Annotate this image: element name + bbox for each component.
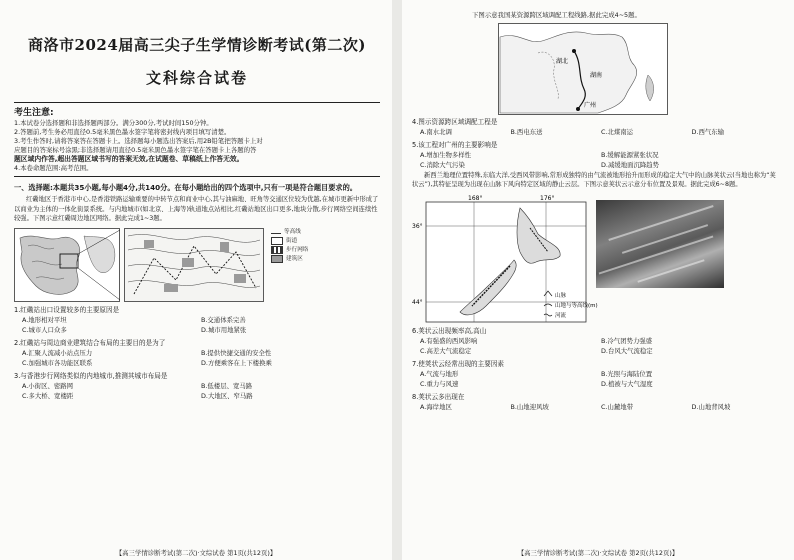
question-6 <box>412 326 782 357</box>
map-label: 湖北 <box>556 58 569 65</box>
question-3 <box>14 371 380 402</box>
option-c[interactable]: C.多大桥、宽楼距 <box>22 392 74 401</box>
option-b[interactable]: B.缓解能源紧张状况 <box>601 150 659 159</box>
question-stem: 4.图示资源跨区域调配工程是 <box>412 118 498 126</box>
coord-label: 44° <box>412 298 423 306</box>
walkway-swatch-icon <box>271 246 283 254</box>
options <box>412 369 782 390</box>
option-c[interactable]: C.加强城市各功能区联系 <box>22 359 93 368</box>
option-a[interactable]: A.小街区、密路网 <box>22 381 74 390</box>
question-stem: 5.该工程对广州的主要影响是 <box>412 140 498 149</box>
option-a[interactable]: A.海岸地区 <box>420 402 452 411</box>
option-c[interactable]: C.消除大气污染 <box>420 161 465 169</box>
right-page <box>402 0 794 560</box>
option-b[interactable]: B.冷气团势力强盛 <box>601 336 653 345</box>
contour-swatch-icon <box>271 233 281 234</box>
option-d[interactable]: D.城市用地紧张 <box>201 326 247 335</box>
page-footer: 【高三学情诊断考试(第二次)·文综试卷 第2页(共12页)】 <box>517 549 679 557</box>
page-footer: 【高三学情诊断考试(第二次)·文综试卷 第1页(共12页)】 <box>115 549 277 557</box>
question-stem: 3.与香港步行网络类似的内地城市,推测其城市布局是 <box>14 371 168 380</box>
map-caption: 下图示意我国某资源跨区域调配工程线路,据此完成4~5题。 <box>472 11 641 19</box>
coord-label: 36° <box>412 222 423 230</box>
notice-item: 题区域内作答,超出答题区域书写的答案无效,在试题卷、草稿纸上作答无效。 <box>14 155 244 163</box>
left-page <box>0 0 392 560</box>
option-a[interactable]: A.地形相对平坦 <box>22 315 67 324</box>
map-legend <box>271 228 308 264</box>
options <box>412 402 782 413</box>
question-2 <box>14 338 380 369</box>
question-stem: 7.使荚状云经常出现的主要因素 <box>412 359 505 368</box>
legend-label: 河流 <box>555 312 567 319</box>
option-d[interactable]: D.山地背风坡 <box>691 402 731 411</box>
exam-title: 商洛市2024届高三尖子生学情诊断考试(第二次) <box>28 36 366 54</box>
notice-item: 3.考生作答时,请将答案答在答题卡上。选择题每小题选出答案后,用2B铅笔把答题卡上对 <box>14 137 263 145</box>
notice-item: 1.本试卷分选择题和非选择题两部分。满分300分,考试时间150分钟。 <box>14 119 213 127</box>
option-d[interactable]: D.西气东输 <box>691 128 725 136</box>
options <box>14 315 380 336</box>
map-label: 广州 <box>584 102 597 109</box>
building-swatch-icon <box>271 255 283 263</box>
option-c[interactable]: C.山麓地带 <box>601 402 634 411</box>
cloud-photo <box>596 200 724 288</box>
notice-item: 2.答题前,考生务必用直径0.5毫米黑色墨水签字笔将密封线内项目填写清楚。 <box>14 128 231 136</box>
question-stem: 2.红磡站与周边商业建筑结合布局的主要目的是为了 <box>14 338 166 347</box>
option-b[interactable]: B.山地迎风坡 <box>510 402 549 411</box>
legend-label: 山脉 <box>555 292 567 299</box>
overview-map <box>14 228 120 302</box>
option-a[interactable]: A.汇聚人流减小站点压力 <box>22 348 93 357</box>
coord-label: 168° <box>468 194 483 202</box>
question-stem: 1.红磡站出口设置较多的主要原因是 <box>14 305 120 314</box>
page-gutter <box>392 0 402 560</box>
option-c[interactable]: C.城市人口众多 <box>22 326 67 335</box>
detail-map <box>124 228 264 302</box>
option-b[interactable]: B.提供快捷交通的安全性 <box>201 348 272 357</box>
option-c[interactable]: C.重力与风速 <box>420 380 459 389</box>
option-b[interactable]: B.交通体系完善 <box>201 315 246 324</box>
option-c[interactable]: C.高差大气流稳定 <box>420 347 472 356</box>
legend-item: 建筑区 <box>271 255 308 264</box>
options <box>412 127 782 138</box>
option-d[interactable]: D.植被与大气湿度 <box>601 380 653 389</box>
question-stem: 6.荚状云出现频率高,高山 <box>412 326 487 335</box>
options <box>14 348 380 369</box>
figure-row <box>14 228 380 302</box>
coord-label: 176° <box>540 194 555 202</box>
china-route-map <box>498 23 668 115</box>
passage: 新西兰地理位置特殊,东临大洋,受西风带影响,常形成独特的由气流被地形抬升而形成的稳定大气中的山脉荚状云(当地也称为“荚状云”),其特征呈现为出现在山脉下风向特定区域的静止云层。下图示意荚状云示意分布位置及景观。据此完成6~8题。 <box>412 171 776 189</box>
option-d[interactable]: D.大地区、窄马路 <box>201 392 253 401</box>
nz-figure <box>412 194 782 324</box>
street-swatch-icon <box>271 237 283 245</box>
option-d[interactable]: D.方便乘客在上下楼换乘 <box>201 359 272 368</box>
notice-item: 应题目的答案标号涂黑;非选择题请用直径0.5毫米黑色墨水签字笔在答题卡上各题的答 <box>14 146 257 154</box>
question-4 <box>412 117 782 138</box>
question-1 <box>14 305 380 336</box>
options <box>14 381 380 402</box>
notice-item: 4.本卷命题范围:高考范围。 <box>14 164 93 172</box>
option-b[interactable]: B.西电东送 <box>510 128 543 136</box>
section-heading: 一、选择题:本题共35小题,每小题4分,共140分。在每小题给出的四个选项中,只有一项是符合题目要求的。 <box>14 183 357 192</box>
option-a[interactable]: A.南水北调 <box>420 128 452 136</box>
legend-item: 街道 <box>271 237 308 246</box>
legend-item: 等高线 <box>271 228 308 237</box>
option-d[interactable]: D.减缓地面沉降趋势 <box>601 161 660 169</box>
question-7 <box>412 359 782 390</box>
option-a[interactable]: A.增加生物多样性 <box>420 150 472 159</box>
options <box>412 336 782 357</box>
option-d[interactable]: D.台风大气流稳定 <box>601 347 653 356</box>
question-stem: 8.荚状云多出现在 <box>412 392 465 401</box>
legend-item: 步行网络 <box>271 246 308 255</box>
option-b[interactable]: B.光照与海陆位置 <box>601 369 653 378</box>
notice-box <box>14 102 380 177</box>
passage: 红磡地区于香港市中心,是香港铁路运输重要的中转节点和商业中心,其与油麻地、旺角等交通区位较为优越,在城市更新中形成了以商业为主体的一体化街景系统。与内地城市(如北京、上海等)轨道地点站相比,红磡站地区出口更多,地块分散,步行网络空间连续性较强。下图示意红磡周边地区网络。据此完成1~3题。 <box>14 196 379 223</box>
question-8 <box>412 392 782 413</box>
option-a[interactable]: A.气流与地形 <box>420 369 459 378</box>
option-b[interactable]: B.低楼层、宽马路 <box>201 381 253 390</box>
notice-heading: 考生注意: <box>14 108 54 118</box>
option-a[interactable]: A.有强盛的西风影响 <box>420 336 478 345</box>
option-c[interactable]: C.北煤南运 <box>601 128 634 136</box>
nz-map <box>412 194 598 324</box>
legend-label: 山地与等高线(m) <box>555 302 598 309</box>
exam-subtitle: 文科综合试卷 <box>145 69 248 87</box>
map-label: 湖南 <box>590 72 603 79</box>
question-5 <box>412 140 782 171</box>
options <box>412 150 782 171</box>
